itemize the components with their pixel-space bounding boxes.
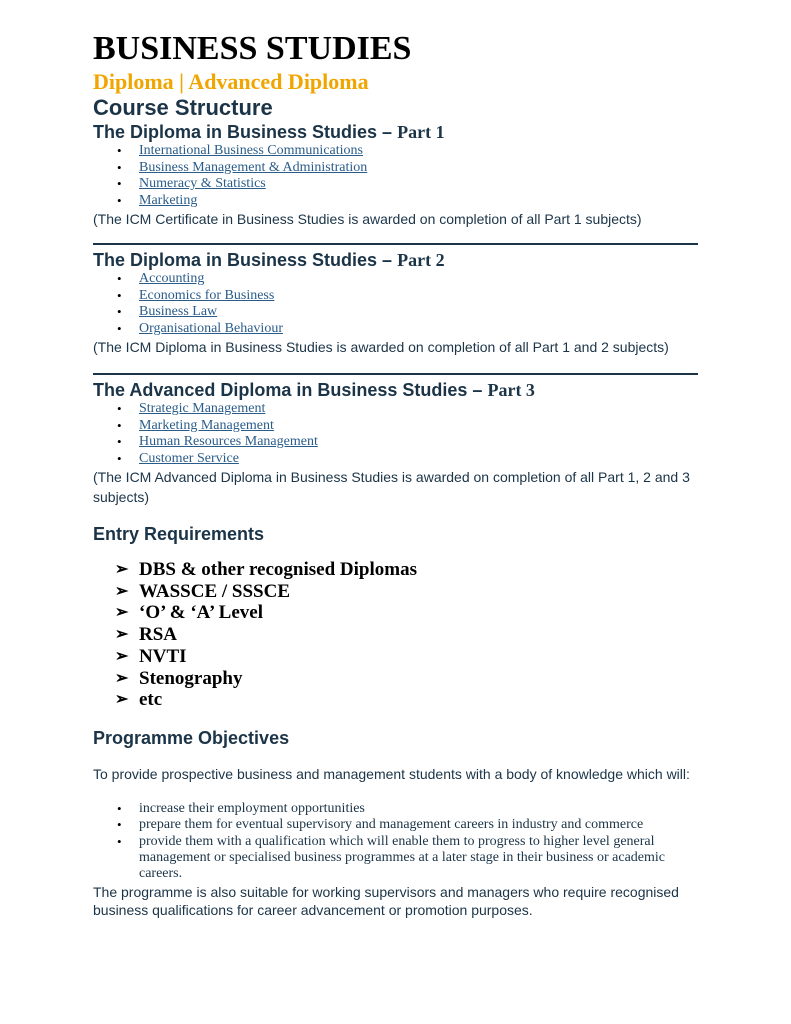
part-3-heading	[93, 379, 698, 401]
entry-requirements-list	[93, 559, 698, 711]
list-item: • increase their employment opportunities	[139, 801, 698, 817]
objectives-list	[93, 801, 698, 882]
list-item	[139, 434, 698, 451]
subject-link[interactable]: Accounting	[139, 271, 205, 286]
part-3-note: (The ICM Advanced Diploma in Business Studies is awarded on completion of all Part 1, 2 and 3 subjects)	[93, 469, 690, 505]
entry-item-text: WASSCE / SSSCE	[139, 580, 291, 602]
subject-link[interactable]: Marketing Management	[139, 417, 274, 433]
part-1-label: Part 1	[397, 122, 445, 142]
list-item	[139, 160, 698, 177]
part-3-section	[93, 379, 698, 507]
list-item	[139, 143, 698, 160]
section-divider	[93, 243, 698, 245]
part-3-label: Part 3	[487, 380, 535, 400]
section-divider	[93, 373, 698, 375]
part-2-note: (The ICM Diploma in Business Studies is awarded on completion of all Part 1 and 2 subjects)	[93, 339, 669, 355]
part-2-heading	[93, 249, 698, 271]
part-3-subject-list	[93, 401, 698, 467]
list-item	[115, 689, 698, 711]
list-item	[115, 602, 698, 624]
part-3-heading-text: The Advanced Diploma in Business Studies –	[93, 380, 483, 400]
list-item: • prepare them for eventual supervisory and management careers in industry and commerce	[139, 817, 698, 833]
document-page	[93, 30, 698, 919]
list-item	[139, 271, 698, 288]
subject-link[interactable]: Marketing	[139, 192, 198, 208]
arrow-bullet-icon: ➢	[115, 669, 129, 687]
page-subtitle: Diploma | Advanced Diploma	[93, 69, 369, 94]
entry-item-text: ‘O’ & ‘A’ Level	[139, 602, 263, 624]
entry-item-text: NVTI	[139, 645, 187, 667]
list-item	[139, 321, 698, 338]
objectives-closing: The programme is also suitable for working supervisors and managers who require recognised business qualifications for career advancement or promotion purposes.	[93, 884, 679, 919]
list-item: • provide them with a qualification which will enable them to progress to higher level general management or specialised business programmes at a later stage in their business or academic careers.	[139, 834, 698, 883]
list-item	[115, 667, 698, 690]
entry-requirements-heading: Entry Requirements	[93, 524, 265, 544]
subject-link[interactable]: Human Resources Management	[139, 434, 318, 449]
arrow-bullet-icon: ➢	[115, 626, 129, 644]
programme-objectives-heading: Programme Objectives	[93, 727, 290, 748]
arrow-bullet-icon: ➢	[115, 582, 129, 600]
part-2-subject-list	[93, 271, 698, 337]
subject-link[interactable]: Strategic Management	[139, 401, 266, 416]
list-item	[115, 580, 698, 603]
list-item	[139, 451, 698, 468]
part-2-section	[93, 249, 698, 357]
entry-item-text: DBS & other recognised Diplomas	[139, 559, 417, 580]
subject-link[interactable]: International Business Communications	[139, 143, 363, 158]
list-item	[115, 624, 698, 646]
list-item	[115, 645, 698, 668]
part-2-heading-text: The Diploma in Business Studies –	[93, 250, 393, 270]
entry-item-text: etc	[139, 689, 163, 711]
subject-link[interactable]: Organisational Behaviour	[139, 320, 283, 336]
list-item	[139, 418, 698, 435]
subject-link[interactable]: Business Law	[139, 304, 218, 319]
programme-objectives-section	[93, 727, 698, 919]
list-item	[139, 288, 698, 305]
arrow-bullet-icon: ➢	[115, 561, 129, 578]
entry-requirements-section	[93, 523, 698, 711]
objectives-intro: To provide prospective business and management students with a body of knowledge which will:	[93, 765, 690, 782]
arrow-bullet-icon: ➢	[115, 604, 129, 622]
entry-item-text: Stenography	[139, 667, 243, 689]
subject-link[interactable]: Customer Service	[139, 450, 239, 466]
course-structure-heading: Course Structure	[93, 95, 273, 120]
entry-item-text: RSA	[139, 624, 178, 646]
page-title: BUSINESS STUDIES	[93, 30, 412, 67]
arrow-bullet-icon: ➢	[115, 691, 129, 709]
list-item	[115, 559, 698, 581]
subject-link[interactable]: Numeracy & Statistics	[139, 176, 266, 191]
list-item	[139, 176, 698, 193]
part-1-heading-text: The Diploma in Business Studies –	[93, 122, 393, 142]
arrow-bullet-icon: ➢	[115, 647, 129, 665]
part-2-label: Part 2	[397, 250, 445, 270]
list-item	[139, 193, 698, 210]
part-1-heading	[93, 121, 698, 143]
part-1-note: (The ICM Certificate in Business Studies is awarded on completion of all Part 1 subjects)	[93, 211, 642, 227]
part-1-section	[93, 121, 698, 229]
part-1-subject-list	[93, 143, 698, 209]
subject-link[interactable]: Economics for Business	[139, 287, 275, 303]
list-item	[139, 304, 698, 321]
subject-link[interactable]: Business Management & Administration	[139, 159, 368, 175]
list-item	[139, 401, 698, 418]
